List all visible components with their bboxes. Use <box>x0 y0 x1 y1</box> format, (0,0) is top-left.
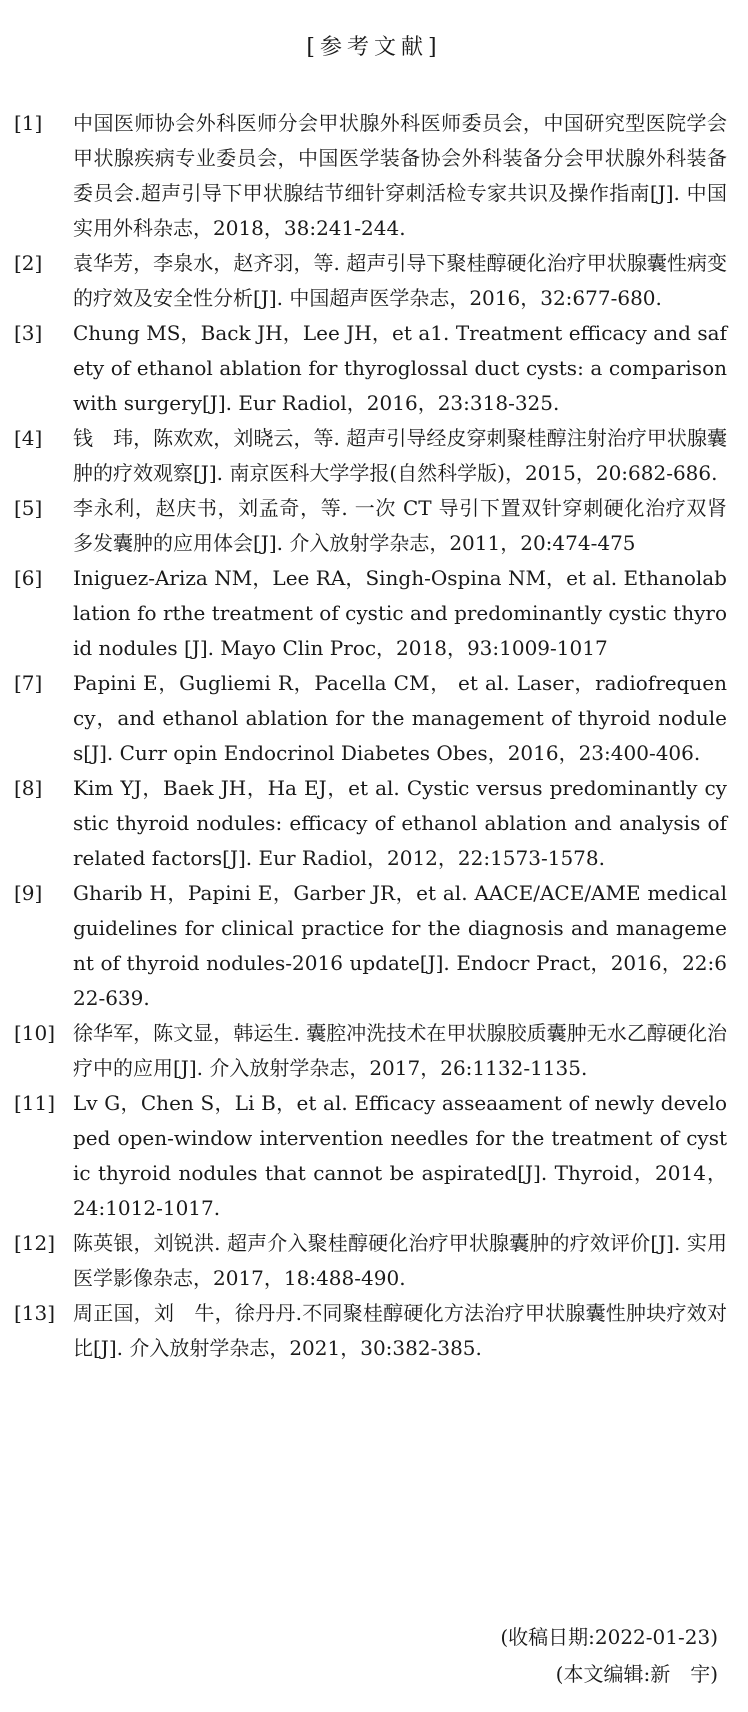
reference-item <box>0 106 748 246</box>
reference-text: 陈英银，刘锐洪. 超声介入聚桂醇硬化治疗甲状腺囊肿的疗效评价[J]. 实用医学影像杂志，2017，18:488-490. <box>73 1231 727 1290</box>
reference-list <box>0 106 748 1366</box>
reference-number: [5] <box>14 496 43 520</box>
reference-text: 徐华军，陈文显，韩运生. 囊腔冲洗技术在甲状腺胶质囊肿无水乙醇硬化治疗中的应用[J]. 介入放射学杂志，2017，26:1132-1135. <box>73 1021 727 1080</box>
reference-item <box>0 1226 748 1296</box>
reference-text: 中国医师协会外科医师分会甲状腺外科医师委员会，中国研究型医院学会甲状腺疾病专业委员会，中国医学装备协会外科装备分会甲状腺外科装备委员会.超声引导下甲状腺结节细针穿刺活检专家共识及操作指南[J]. 中国实用外科杂志，2018，38:241-244. <box>73 111 727 240</box>
reference-number: [11] <box>14 1091 56 1115</box>
received-date: (收稿日期:2022-01-23) <box>500 1625 718 1649</box>
reference-number: [7] <box>14 671 43 695</box>
reference-item <box>0 561 748 666</box>
reference-item <box>0 771 748 876</box>
reference-item <box>0 491 748 561</box>
reference-number: [12] <box>14 1231 56 1255</box>
reference-item <box>0 1296 748 1366</box>
reference-item <box>0 316 748 421</box>
reference-text: 袁华芳，李泉水，赵齐羽，等. 超声引导下聚桂醇硬化治疗甲状腺囊性病变的疗效及安全性分析[J]. 中国超声医学杂志，2016，32:677-680. <box>73 251 727 310</box>
reference-number: [1] <box>14 111 43 135</box>
reference-number: [3] <box>14 321 43 345</box>
reference-number: [8] <box>14 776 43 800</box>
reference-text: Gharib H，Papini E，Garber JR，et al. AACE/ACE/AME medical guidelines for clinical practice for the diagnosis and management of thyroid nodules-2016 update[J]. Endocr Pract，2016，22:622-639. <box>73 881 727 1010</box>
reference-text: 周正国，刘 牛，徐丹丹.不同聚桂醇硬化方法治疗甲状腺囊性肿块疗效对比[J]. 介入放射学杂志，2021，30:382-385. <box>73 1301 727 1360</box>
reference-number: [2] <box>14 251 43 275</box>
reference-text: 李永利，赵庆书，刘孟奇，等. 一次 CT 导引下置双针穿刺硬化治疗双肾多发囊肿的应用体会[J]. 介入放射学杂志，2011，20:474-475 <box>73 496 727 555</box>
reference-number: [13] <box>14 1301 56 1325</box>
reference-text: Papini E，Gugliemi R，Pacella CM， et al. Laser，radiofrequency，and ethanol ablation for the management of thyroid nodules[J]. Curr opin Endocrinol Diabetes Obes，2016，23:400-406. <box>73 671 727 765</box>
reference-item <box>0 246 748 316</box>
references-heading: [参考文献] <box>306 35 442 60</box>
reference-text: Kim YJ，Baek JH，Ha EJ，et al. Cystic versus predominantly cystic thyroid nodules: efficacy of ethanol ablation and analysis of related factors[J]. Eur Radiol，2012，22:1573-1578. <box>73 776 727 870</box>
reference-item <box>0 1016 748 1086</box>
reference-number: [9] <box>14 881 43 905</box>
reference-number: [4] <box>14 426 43 450</box>
reference-item <box>0 666 748 771</box>
reference-text: Iniguez-Ariza NM，Lee RA，Singh-Ospina NM，et al. Ethanolablation fo rthe treatment of cystic and predominantly cystic thyroid nodules [J]. Mayo Clin Proc，2018，93:1009-1017 <box>73 566 727 660</box>
reference-text: Lv G，Chen S，Li B，et al. Efficacy asseaament of newly developed open-window intervention needles for the treatment of cystic thyroid nodules that cannot be aspirated[J]. Thyroid，2014，24:1012-1017. <box>73 1091 727 1220</box>
editor-note: (本文编辑:新 宇) <box>555 1662 718 1686</box>
reference-number: [10] <box>14 1021 56 1045</box>
reference-item <box>0 421 748 491</box>
reference-text: 钱 玮，陈欢欢，刘晓云，等. 超声引导经皮穿刺聚桂醇注射治疗甲状腺囊肿的疗效观察[J]. 南京医科大学学报(自然科学版)，2015，20:682-686. <box>73 426 727 485</box>
reference-item <box>0 1086 748 1226</box>
reference-text: Chung MS，Back JH，Lee JH，et a1. Treatment efficacy and safety of ethanol ablation for thyroglossal duct cysts: a comparison with surgery[J]. Eur Radiol，2016，23:318-325. <box>73 321 727 415</box>
reference-number: [6] <box>14 566 43 590</box>
reference-item <box>0 876 748 1016</box>
